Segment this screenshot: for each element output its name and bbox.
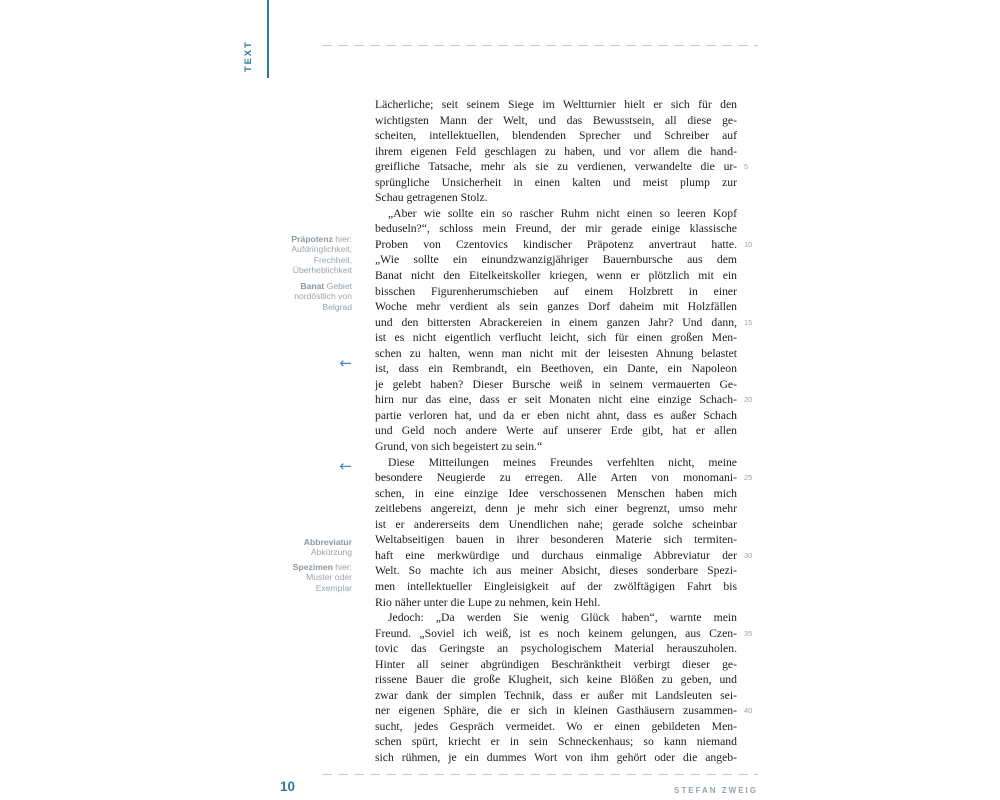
line-number (737, 486, 765, 502)
text-line-content: besondere Neugierde zu erregen. Alle Arten von monomani- (375, 471, 737, 485)
line-number: 25 (744, 473, 753, 483)
text-line (375, 392, 768, 408)
text-line (375, 346, 768, 362)
text-line-content: zwar dank der simplen Technik, dass er außer mit Landsleuten sei- (375, 688, 737, 702)
text-line-content: Lächerliche; seit seinem Siege im Weltturnier hielt er sich für den (375, 98, 737, 111)
line-number (737, 361, 765, 377)
text-line (375, 595, 768, 611)
text-line-content: Rio näher unter die Lupe zu nehmen, kein Hehl. (375, 595, 601, 609)
text-line-content: rissene Bauer die große Klugheit, sich keine Blößen zu geben, und (375, 673, 737, 687)
text-line (375, 299, 768, 315)
text-line (375, 470, 768, 486)
margin-note-line: Abkürzung (310, 547, 352, 558)
text-line (375, 734, 768, 750)
text-line-content: schen spürt, kriecht er in sein Schneckenhaus; so kann niemand (375, 735, 737, 749)
line-number (737, 501, 765, 517)
text-line-content: sucht, jedes Gespräch vermeidet. Wo er einen gebildeten Men- (375, 719, 737, 733)
line-number (737, 346, 765, 362)
line-number (737, 128, 765, 144)
text-line (375, 128, 768, 144)
margin-note-term-line: Spezimen hier: (292, 562, 352, 572)
text-line (375, 517, 768, 533)
line-number (737, 532, 765, 548)
text-line (375, 610, 768, 626)
line-number: 10 (744, 239, 753, 249)
line-number (737, 688, 765, 704)
text-line (375, 548, 768, 564)
margin-notes-column (240, 0, 352, 800)
text-line-content: sich rühmen, je ein dummes Wort von ihm gehört oder die angeb- (375, 750, 737, 764)
text-line-content: ist er andererseits dem Unendlichen nahe; gerade solche scheinbar (375, 517, 737, 531)
text-line (375, 750, 768, 766)
line-number (737, 610, 765, 626)
line-number (737, 408, 765, 424)
margin-note-term: Präpotenz (291, 234, 333, 244)
margin-note-line: Exemplar (315, 582, 352, 593)
margin-arrow-icon: ← (339, 457, 352, 475)
line-number (737, 750, 765, 766)
margin-note-banat (240, 281, 352, 312)
text-line-content: zeitlebens angereizt, denn je mehr sich einer begrenzt, umso mehr (375, 502, 737, 516)
text-line-content: bisschen Figurenherumschieben auf einem Holzbrett in einer (375, 284, 737, 298)
line-number (737, 268, 765, 284)
bottom-dashed-rule (322, 774, 758, 775)
margin-note-term-line (240, 537, 352, 547)
margin-note-line: nordöstlich von (294, 291, 352, 302)
margin-note-term: Spezimen (292, 562, 333, 572)
line-number (737, 252, 765, 268)
text-line-content: Freund. „Soviel ich weiß, ist es noch keinem gelungen, aus Czen- (375, 626, 737, 640)
line-number: 40 (744, 706, 753, 716)
text-line (375, 97, 768, 113)
text-line-content: ner eigenen Sphäre, die er sich in kleinen Gasthäusern zusammen- (375, 704, 737, 718)
section-label: TEXT (243, 40, 254, 72)
text-line (375, 284, 768, 300)
text-line (375, 144, 768, 160)
text-line (375, 221, 768, 237)
line-number: 35 (744, 628, 753, 638)
text-line-content: und den bittersten Abrackereien in einem ganzen Jahr? Und dann, (375, 315, 737, 329)
text-line-content: „Aber wie sollte ein so rascher Ruhm nicht einen so leeren Kopf (388, 206, 737, 220)
text-line (375, 377, 768, 393)
line-number (737, 595, 765, 611)
text-line-content: beduseln?“, schloss mein Freund, der mir gerade einige klassische (375, 222, 737, 236)
line-number (737, 284, 765, 300)
text-line (375, 113, 768, 129)
line-number: 30 (744, 550, 753, 560)
text-line-content: scheiten, intellektuellen, blendenden Sprecher und Schreiber auf (375, 129, 737, 143)
text-line-content: ist es nicht eigentlich verflucht leicht, sich für einen großen Men- (375, 331, 737, 345)
text-line (375, 361, 768, 377)
text-line (375, 268, 768, 284)
margin-note-term-line: Banat Gebiet (300, 281, 352, 291)
text-line-content: hirn nur das eine, dass er seit Monaten nicht eine einzige Schach- (375, 393, 737, 407)
text-line (375, 439, 768, 455)
margin-note-praepotenz (240, 234, 352, 275)
text-line-content: Diese Mitteilungen meines Freundes verfehlten nicht, meine (388, 455, 737, 469)
text-line-content: schen, in eine einzige Idee verschossenen Menschen haben mich (375, 486, 737, 500)
line-number (737, 455, 765, 471)
text-line-content: „Wie sollte ein einundzwanzigjähriger Bauernbursche aus dem (375, 253, 737, 267)
line-number (737, 439, 765, 455)
text-line (375, 252, 768, 268)
line-number (737, 206, 765, 222)
margin-note-line: Aufdringlichkeit, (291, 244, 352, 255)
margin-note-spezimen (240, 562, 352, 593)
text-line-content: wichtigsten Mann der Welt, und das Bewusstsein, all diese ge- (375, 113, 737, 127)
text-line-content: Woche mehr verdient als sein ganzes Dorf daheim mit Holzfällen (375, 300, 737, 314)
line-number (737, 641, 765, 657)
text-line (375, 672, 768, 688)
text-line-content: Jedoch: „Da werden Sie wenig Glück haben“, warnte mein (388, 611, 737, 625)
text-line-content: tovic das Geringste an psychologischem Material herauszuholen. (375, 642, 737, 656)
margin-note-line: Muster oder (306, 572, 352, 583)
line-number (737, 719, 765, 735)
text-line (375, 455, 768, 471)
text-line-content: haft eine merkwürdige und durchaus einmalige Abbreviatur der (375, 548, 737, 562)
line-number (737, 299, 765, 315)
text-line (375, 626, 768, 642)
line-number: 5 (744, 162, 749, 172)
margin-note-line: Belgrad (322, 301, 352, 312)
text-line-content: partie verloren hat, und da er eben nicht ahnt, dass es außer Schach (375, 408, 737, 422)
line-number (737, 563, 765, 579)
line-number (737, 330, 765, 346)
text-line (375, 159, 768, 175)
text-line (375, 315, 768, 331)
text-line (375, 190, 768, 206)
line-number (737, 657, 765, 673)
author-name: STEFAN ZWEIG (674, 786, 758, 795)
text-line-content: Schau getragenen Stolz. (375, 191, 488, 205)
text-line (375, 486, 768, 502)
line-number (737, 579, 765, 595)
text-line (375, 703, 768, 719)
line-number (737, 423, 765, 439)
margin-note-term: Abbreviatur (303, 537, 352, 547)
text-line (375, 408, 768, 424)
line-number (737, 672, 765, 688)
top-dashed-rule (322, 45, 758, 46)
text-line (375, 641, 768, 657)
text-line-content: je gelebt haben? Dieser Bursche weiß in seinem vermauerten Ge- (375, 377, 737, 391)
text-line (375, 330, 768, 346)
margin-note-abbreviatur (240, 537, 352, 558)
body-text (375, 97, 768, 766)
margin-note-term-line: Präpotenz hier: (291, 234, 352, 244)
line-number (737, 113, 765, 129)
text-line (375, 532, 768, 548)
margin-note-line: Überheblichkeit (292, 264, 352, 275)
text-line-content: Hinter all seiner abgründigen Beschränktheit verbirgt dieser ge- (375, 657, 737, 671)
text-line-content: ihrem eigenen Feld geschlagen zu haben, und vor allem die hand- (375, 144, 737, 158)
line-number (737, 517, 765, 533)
text-line (375, 563, 768, 579)
margin-note-line: Frechheit, (313, 254, 352, 265)
text-line-content: ist, dass ein Rembrandt, ein Beethoven, ein Dante, ein Napoleon (375, 362, 737, 376)
line-number (737, 144, 765, 160)
text-line (375, 175, 768, 191)
text-line-content: und Geld noch andere Werte auf unserer Erde gibt, hat er allen (375, 424, 737, 438)
page-number: 10 (280, 779, 296, 794)
line-number (737, 734, 765, 750)
line-number (737, 221, 765, 237)
text-line-content: Welt. So machte ich aus meiner Absicht, dieses sonderbare Spezi- (375, 564, 737, 578)
text-line (375, 423, 768, 439)
line-number (737, 175, 765, 191)
line-number (737, 377, 765, 393)
text-line-content: Banat nicht den Eitelkeitskoller kriegen, wenn er plötzlich mit ein (375, 269, 737, 283)
text-line (375, 206, 768, 222)
text-line-content: Weltabseitigen bauen in ihrer besonderen Materie sich termiten- (375, 533, 737, 547)
text-line-content: schen zu halten, wenn man nicht mit der leisesten Ahnung belastet (375, 346, 737, 360)
line-number (737, 97, 765, 113)
text-line-content: sprüngliche Unsicherheit in einen kalten und meist plump zur (375, 175, 737, 189)
text-line (375, 237, 768, 253)
line-number (737, 190, 765, 206)
text-line-content: men intellektueller Eingleisigkeit auf der zwölftägigen Fahrt bis (375, 579, 737, 593)
text-line (375, 657, 768, 673)
line-number: 20 (744, 395, 753, 405)
text-line-content: Grund, von sich begeistert zu sein.“ (375, 440, 543, 454)
text-line-content: greifliche Tatsache, mehr als sie zu verdienen, verwandelte die ur- (375, 160, 737, 174)
text-line (375, 501, 768, 517)
text-line (375, 579, 768, 595)
text-line (375, 688, 768, 704)
margin-arrow-icon: ← (339, 354, 352, 372)
text-line-content: Proben von Czentovics kindischer Präpotenz anvertraut hatte. (375, 237, 737, 251)
line-number: 15 (744, 317, 753, 327)
margin-note-term: Banat (300, 281, 325, 291)
text-line (375, 719, 768, 735)
